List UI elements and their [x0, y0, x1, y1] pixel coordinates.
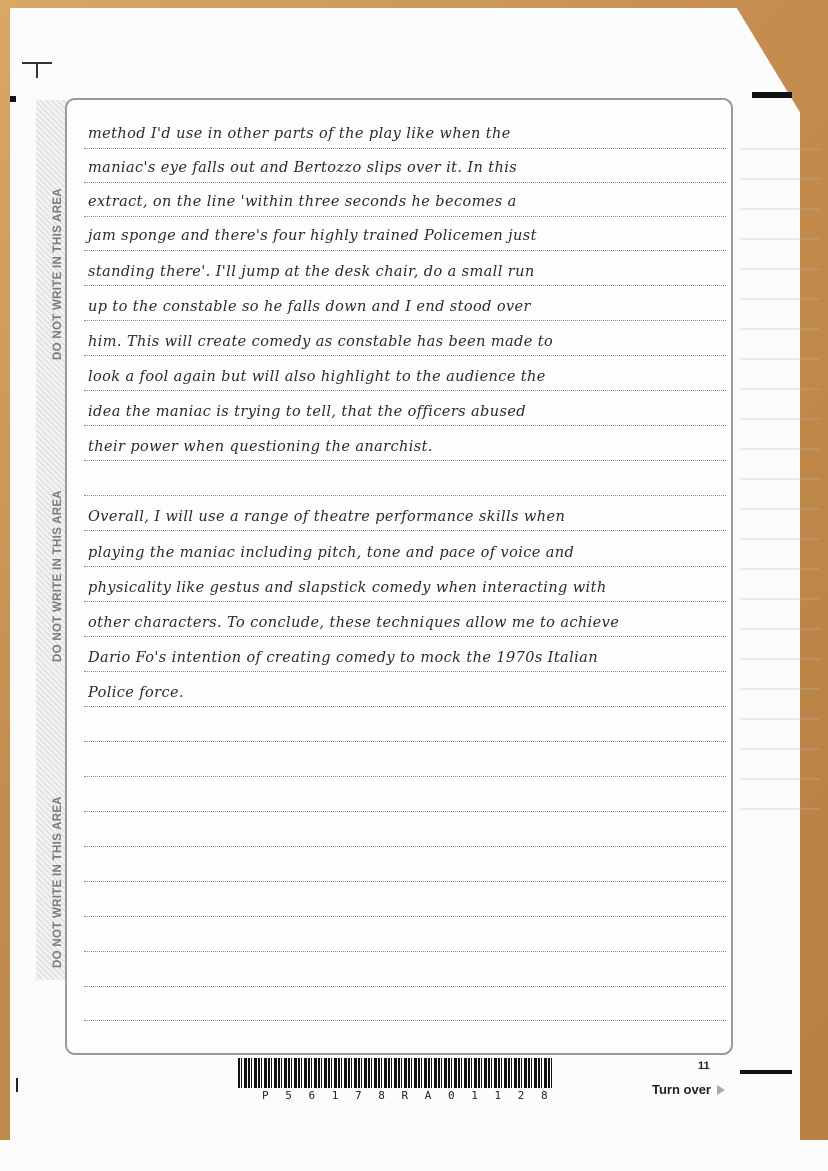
handwritten-line: up to the constable so he falls down and I end stood over — [88, 299, 531, 315]
ruled-line — [84, 881, 726, 882]
ruled-line — [84, 601, 726, 602]
ruled-line — [84, 390, 726, 391]
registration-mark — [10, 96, 16, 102]
turn-over-arrow-icon — [717, 1085, 725, 1095]
handwritten-line: look a fool again but will also highlight to the audience the — [88, 369, 546, 385]
ruled-line — [84, 495, 726, 496]
handwritten-line: jam sponge and there's four highly trained Policemen just — [88, 228, 537, 244]
ruled-line — [84, 182, 726, 183]
ruled-line — [84, 741, 726, 742]
ruled-line — [84, 425, 726, 426]
ruled-line — [84, 530, 726, 531]
ruled-line — [84, 811, 726, 812]
ruled-line — [84, 148, 726, 149]
ruled-line — [84, 216, 726, 217]
handwritten-line: Police force. — [88, 685, 185, 701]
ruled-line — [84, 916, 726, 917]
ruled-line — [84, 250, 726, 251]
handwritten-line: idea the maniac is trying to tell, that the officers abused — [88, 404, 526, 420]
barcode — [238, 1058, 552, 1088]
ruled-line — [84, 951, 726, 952]
registration-bar-bottom — [740, 1070, 792, 1074]
ruled-line — [84, 1020, 726, 1021]
ruled-line — [84, 566, 726, 567]
ruled-line — [84, 285, 726, 286]
handwritten-line: maniac's eye falls out and Bertozzo slips over it. In this — [88, 160, 518, 176]
ruled-line — [84, 846, 726, 847]
handwritten-line: other characters. To conclude, these techniques allow me to achieve — [88, 615, 620, 631]
handwritten-line: standing there'. I'll jump at the desk chair, do a small run — [88, 264, 535, 280]
handwritten-line: Dario Fo's intention of creating comedy to mock the 1970s Italian — [88, 650, 598, 666]
handwritten-line: method I'd use in other parts of the play like when the — [88, 126, 511, 142]
handwritten-line: extract, on the line 'within three seconds he becomes a — [88, 194, 517, 210]
turn-over-label: Turn over — [652, 1082, 711, 1097]
ruled-line — [84, 636, 726, 637]
handwritten-line: Overall, I will use a range of theatre performance skills when — [88, 509, 566, 525]
corner-registration-mark — [22, 60, 52, 82]
ruled-line — [84, 776, 726, 777]
show-through-text — [740, 120, 820, 820]
registration-bar-top — [752, 92, 792, 98]
ruled-line — [84, 320, 726, 321]
ruled-line — [84, 706, 726, 707]
page-number: 11 — [698, 1060, 710, 1072]
ruled-line — [84, 671, 726, 672]
ruled-line — [84, 355, 726, 356]
ruled-line — [84, 986, 726, 987]
ruled-line — [84, 460, 726, 461]
handwritten-line: him. This will create comedy as constable has been made to — [88, 334, 554, 350]
barcode-number: P 5 6 1 7 8 R A 0 1 1 2 8 — [262, 1089, 553, 1102]
handwritten-line: playing the maniac including pitch, tone and pace of voice and — [88, 545, 575, 561]
handwritten-line: physicality like gestus and slapstick comedy when interacting with — [88, 580, 607, 596]
handwritten-line: their power when questioning the anarchist. — [88, 439, 433, 455]
page-bottom-edge — [0, 1140, 828, 1171]
registration-tick — [16, 1078, 18, 1092]
